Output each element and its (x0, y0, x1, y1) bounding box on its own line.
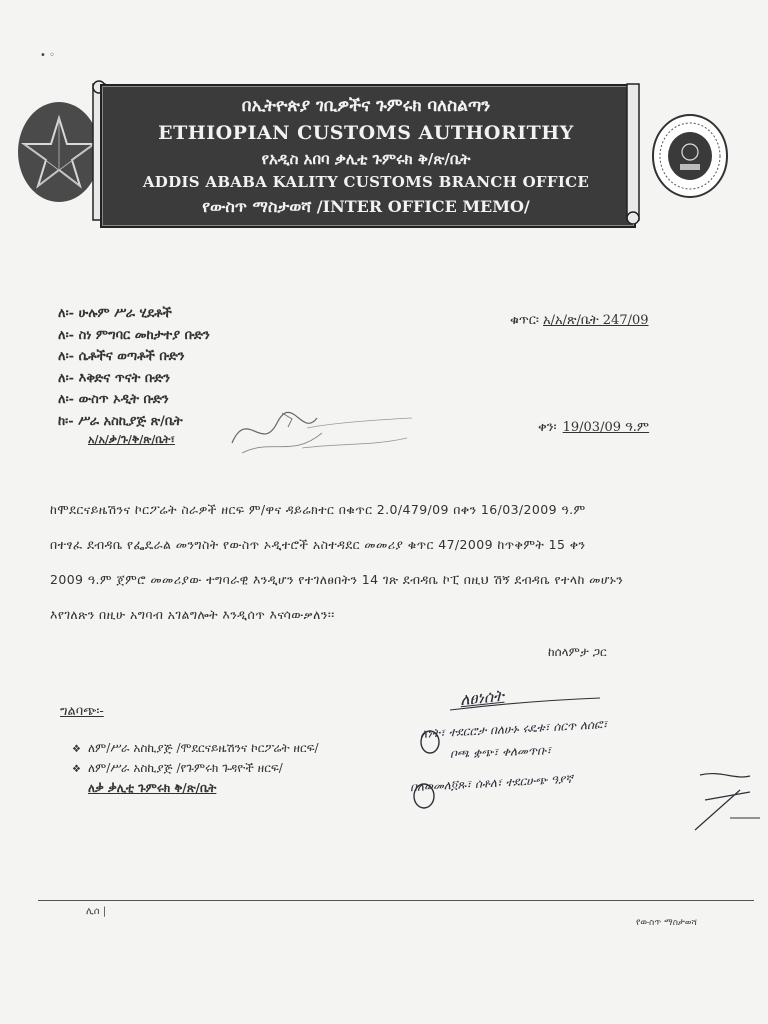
closing-salutation: ከሰላምታ ጋር (548, 645, 607, 659)
branch-name-amharic: የአዲስ አበባ ቃሊቲ ጉምሩክ ቅ/ጽ/ቤት (261, 150, 471, 168)
handwritten-note: በለወመለ፬ጹ፣ ሰቶለ፣ ተደርሁጭ ዓያኛ (409, 771, 574, 795)
body-line: እየገለጽን በዚሁ አግባብ አገልግሎት እንዲሰጥ እናሳውቃለን፡፡ (50, 607, 335, 622)
sender-office-reference: አ/አ/ቃ/ጉ/ቅ/ጽ/ቤት፣ (88, 433, 175, 446)
handwritten-addressee: ለፀነሰት (459, 685, 505, 710)
recipient-line: ለ፡- ሁሉም ሥራ ሂደቶች (58, 306, 172, 321)
body-line: 2009 ዓ.ም ጀምሮ መመሪያው ተግባራዊ እንዲሆን የተገለፀበትን 14 ገጽ ደብዳቤ ኮፒ በዚህ ሽኝ ደብዳቤ የተላከ መሆኑን (50, 572, 624, 587)
letterhead-banner (86, 74, 646, 226)
customs-seal-icon (650, 112, 730, 200)
memo-date (538, 420, 649, 435)
recipient-line: ለ፡- ሴቶችና ወጣቶች ቡድን (58, 349, 185, 364)
diamond-bullet-icon: ❖ (72, 744, 81, 755)
footer-divider (38, 900, 754, 901)
cc-label: ግልባጭ፡- (60, 704, 104, 719)
cc-item-text: ለም/ሥራ አስኪያጅ /ሞደርናይዜሽንና ኮርፖሬት ዘርፍ/ (88, 741, 319, 755)
signature-stamp-icon (222, 398, 422, 468)
date-value: 19/03/09 ዓ.ም (562, 420, 650, 435)
handwritten-marks (400, 680, 768, 850)
authority-name-amharic: በኢትዮጵያ ገቢዎችና ጉምሩክ ባለስልጣን (241, 96, 491, 116)
recipient-line: ለ፡- ውስጥ ኦዲት ቡድን (58, 392, 169, 407)
sender-line: ከ፡- ሥራ አስኪያጅ ጽ/ቤት (58, 413, 183, 429)
memo-type-title: የውስጥ ማስታወሻ /INTER OFFICE MEMO/ (202, 197, 530, 216)
diamond-bullet-icon: ❖ (72, 764, 81, 775)
reference-label: ቁጥር፡ (510, 313, 539, 328)
reference-value: አ/አ/ጽ/ቤት 247/09 (543, 313, 649, 328)
footer-left-text: ሊሰ | (86, 906, 107, 917)
handwritten-note: ቦጫ ቋጭ፣ ቀለመጥቡ፣ (449, 743, 552, 761)
scan-speck: • ◦ (40, 50, 55, 61)
handwritten-note: ለነት፣ ተደርሮታ በለሁኑ ሩዴቱ፣ ሰርጥ ለሰፎ፣ (419, 717, 608, 741)
cc-item-text: ለም/ሥራ አስኪያጅ /የጉምሩክ ጉዳዮች ዘርፍ/ (88, 761, 283, 775)
branch-name-english: ADDIS ABABA KALITY CUSTOMS BRANCH OFFICE (142, 173, 590, 191)
recipient-line: ለ፡- ስነ ምግባር መከታተያ ቡድን (58, 327, 210, 343)
date-label: ቀን፡ (538, 420, 557, 435)
cc-item (72, 738, 319, 758)
cc-list (72, 738, 319, 798)
memo-body (50, 492, 730, 632)
reference-number (510, 313, 649, 328)
cc-sub-office: ለቃ ቃሊቲ ጉምሩክ ቅ/ጽ/ቤት (88, 781, 217, 795)
recipient-line: ለ፡- እቅድና ጥናት ቡድን (58, 370, 171, 386)
body-line: ከሞደርናይዜሽንና ኮርፖሬት ስራዎች ዘርፍ ም/ዋና ዳይሬክተር በቁጥር 2.0/479/09 በቀን 16/03/2009 ዓ.ም (50, 502, 586, 517)
footer-right-text: የውስጥ ማስታወሻ (636, 918, 698, 928)
cc-item (72, 758, 319, 778)
authority-name-english: ETHIOPIAN CUSTOMS AUTHORITHY (158, 122, 574, 144)
body-line: በተፃፈ ደብዳቤ የፌዴራል መንግስት የውስጥ ኦዲተሮች አስተዳደር መመሪያ ቁጥር 47/2009 ከጥቅምት 15 ቀን (50, 537, 586, 552)
recipient-list (58, 303, 210, 432)
